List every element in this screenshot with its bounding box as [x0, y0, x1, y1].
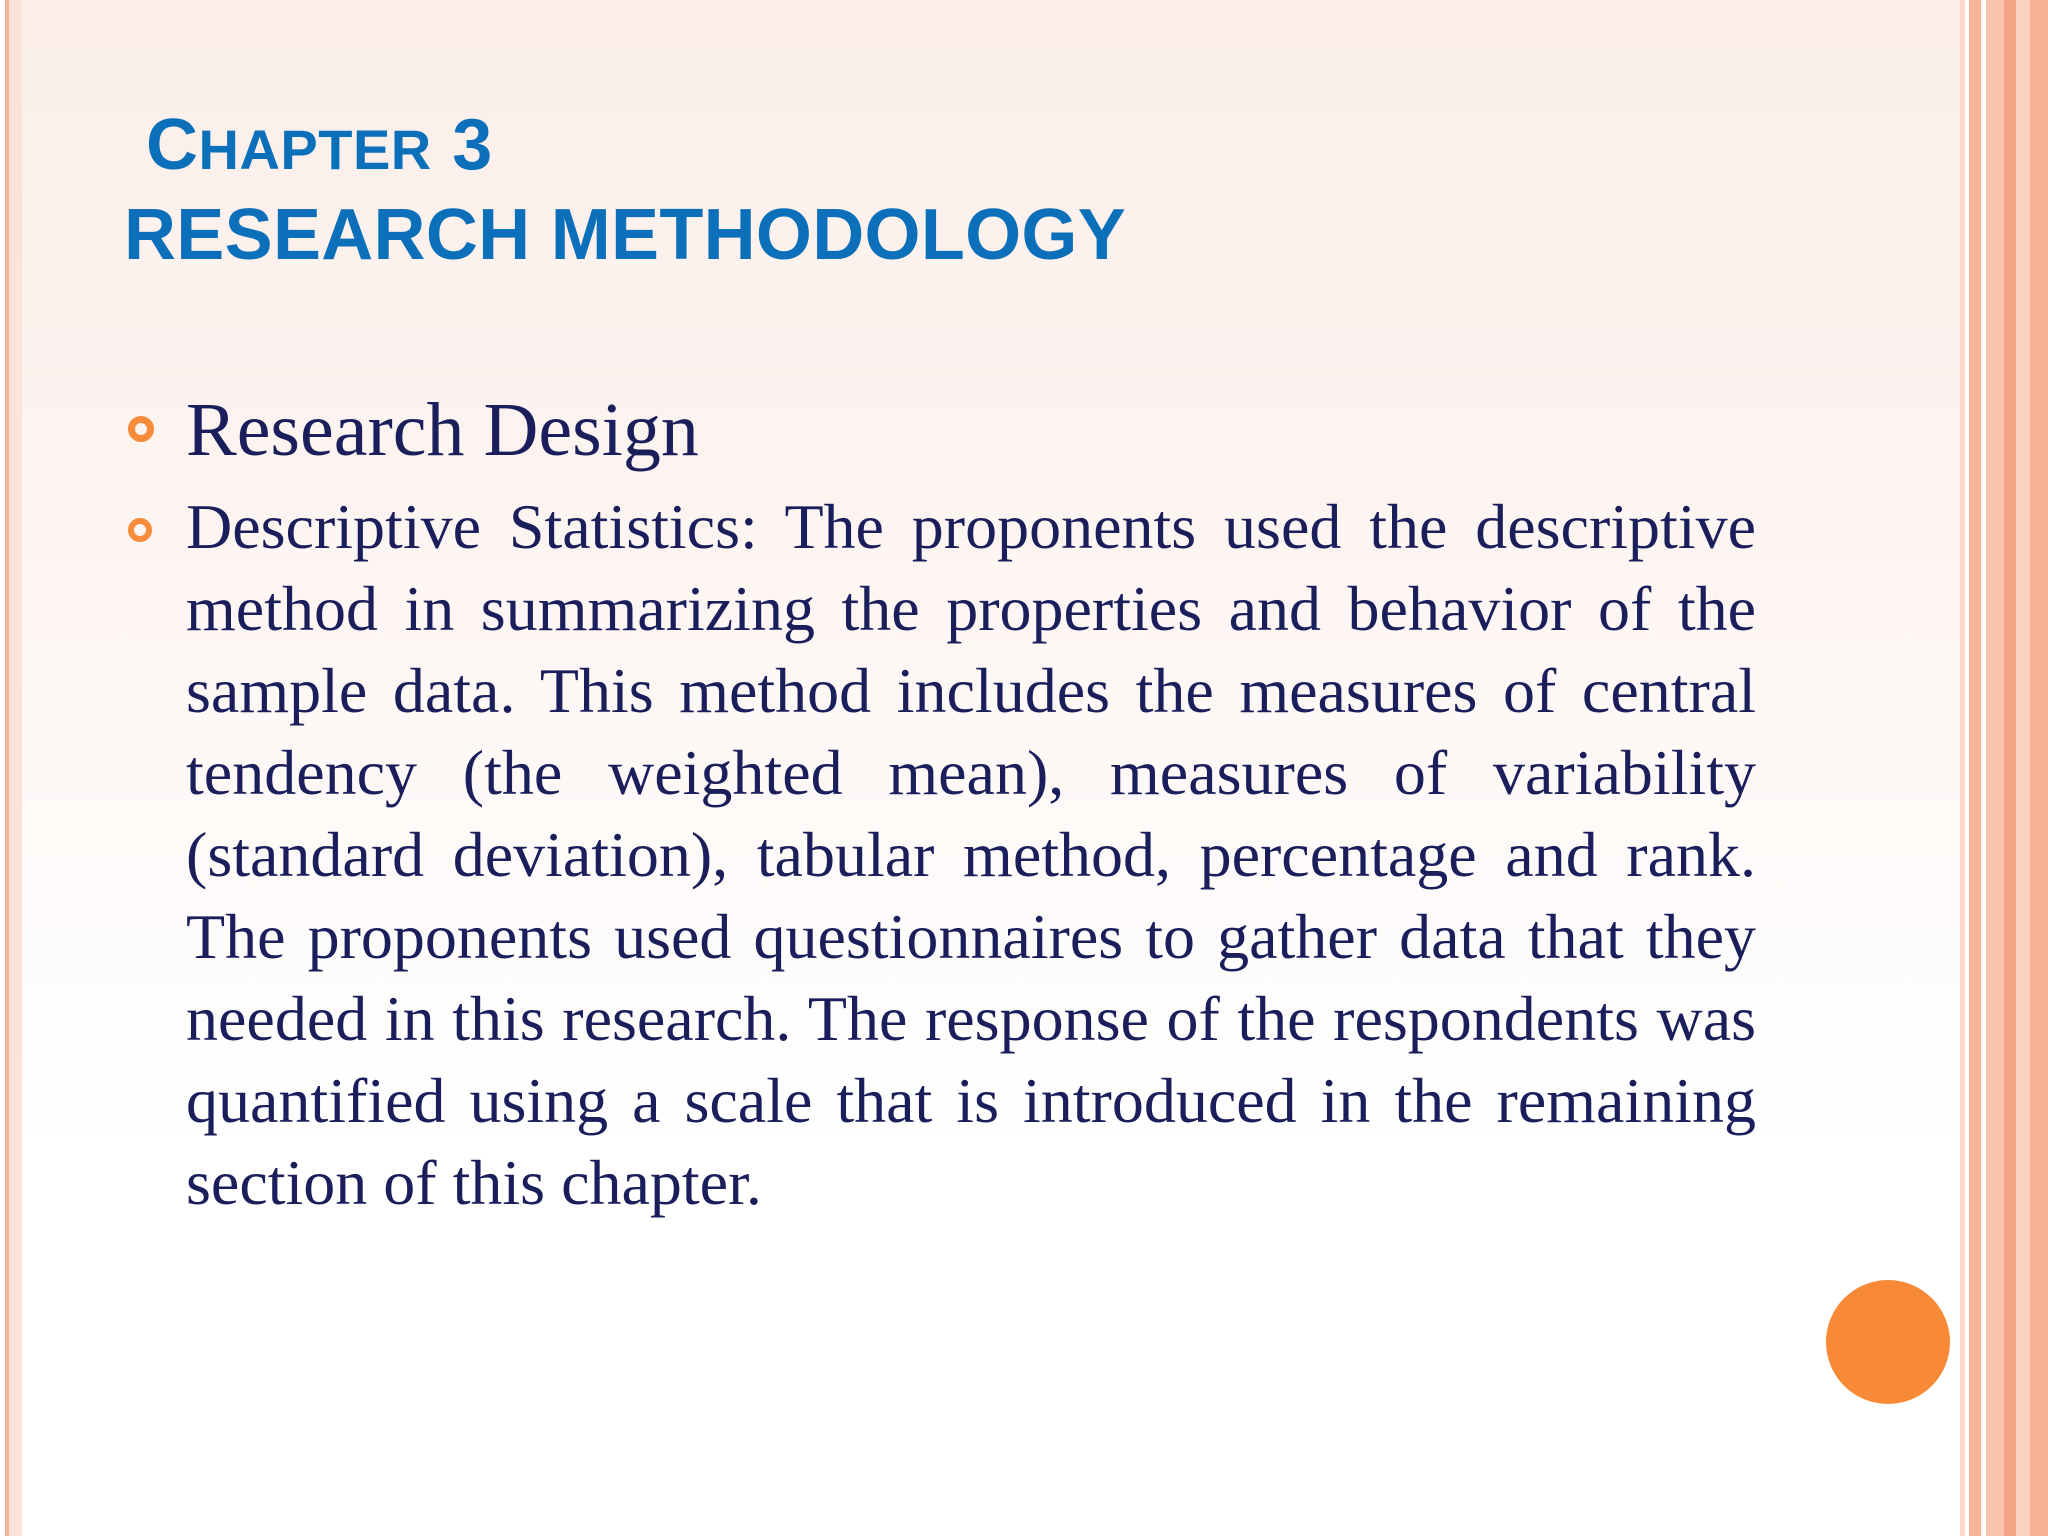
bullet-text-descriptive-statistics: Descriptive Statistics: The proponents used the descriptive method in summarizing the properties and behavior of the sample data. This method includes the measures of central tendency (the weighted mean), measures of variability (standard deviation), tabular method, percentage and rank. The proponents used questionnaires to gather data that they needed in this research. The response of the respondents was quantified using a scale that is introduced in the remaining section of this chapter.: [186, 491, 1756, 1218]
orange-circle-icon: [1826, 1280, 1950, 1404]
circle-outline-bullet-icon: [128, 518, 152, 542]
chapter-label: [146, 100, 1126, 190]
slide-title: [124, 100, 1126, 280]
bullet-list: [128, 380, 1756, 1224]
left-decorative-border: [0, 0, 22, 1536]
chapter-first-letter: C: [146, 105, 199, 185]
bullet-text-research-design: Research Design: [186, 388, 699, 472]
bullet-item: [128, 486, 1756, 1224]
right-decorative-border: [1960, 0, 2048, 1536]
chapter-number: 3: [452, 105, 493, 185]
chapter-word-rest: HAPTER: [198, 118, 432, 181]
circle-outline-bullet-icon: [128, 416, 154, 442]
page-title: RESEARCH METHODOLOGY: [124, 195, 1127, 275]
bullet-item: [128, 380, 1756, 480]
